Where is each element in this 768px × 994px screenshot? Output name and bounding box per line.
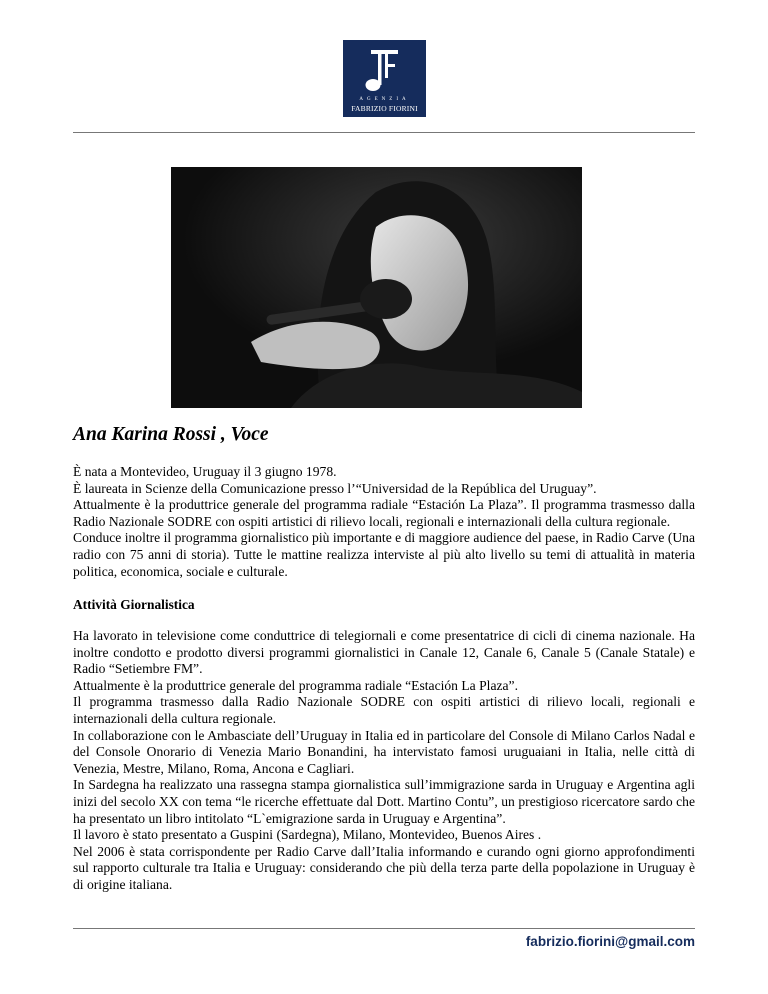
section-paragraph: Il programma trasmesso dalla Radio Nazionale SODRE con ospiti artistici di rilievo locali, regionali e internazionali della cultura regionale. [73,694,695,726]
section-paragraph: Il lavoro è stato presentato a Guspini (Sardegna), Milano, Montevideo, Buenos Aires . [73,827,542,843]
section-paragraph: Attualmente è la produttrice generale del programma radiale “Estación La Plaza”. [73,677,518,693]
section-paragraph: Nel 2006 è stata corrispondente per Radio Carve dall’Italia informando e curando ogni giorno approfondimenti sul rapporto culturale tra Italia e Uruguay: considerando che più della terza parte della popolazione in Uruguay è di origine italiana. [73,843,695,892]
contact-email: fabrizio.fiorini@gmail.com [525,934,695,949]
logo-agenzia-text: AGENZIA [359,97,410,102]
bio-line: Attualmente è la produttrice generale del programma radiale “Estación La Plaza”. Il programma trasmesso dalla Radio Nazionale SODRE con ospiti artistici di rilievo locali, regionali e internazionali della cultura regionale. [73,497,695,529]
logo-agency-name: FABRIZIO FIORINI [351,104,418,113]
profile-title: Ana Karina Rossi , Voce [73,424,269,445]
section-body [73,628,695,894]
agency-logo [343,40,426,117]
section-paragraph: In collaborazione con le Ambasciate dell’Uruguay in Italia ed in particolare del Console di Milano Carlos Nadal e del Console Onorario di Venezia Mario Bonandini, ha intervistato famosi uruguaiani in Italia, nelle città di Venezia, Mestre, Milano, Roma, Ancona e Cagliari. [73,727,695,776]
bio-line: Conduce inoltre il programma giornalistico più importante e di maggiore audience del paese, in Radio Carve (Una radio con 75 anni di storia). Tutte le mattine realizza interviste al più alto livello su temi di attualità in materia politica, economica, sociale e culturale. [73,530,695,579]
section-title: Attività Giornalistica [73,597,195,612]
section-paragraph: Ha lavorato in televisione come conduttrice di telegiornali e come presentatrice di cicli di cinema nazionale. Ha inoltre condotto e prodotto diversi programmi giornalistici in Canale 12, Canale 6, Canale 5 (Canale Statale) e Radio “Setiembre FM”. [73,628,695,677]
bio-line: È laureata in Scienze della Comunicazione presso l’“Universidad de la República del Uruguay”. [73,480,597,496]
bio-line: È nata a Montevideo, Uruguay il 3 giugno 1978. [73,464,337,479]
bio-block [73,464,695,580]
header-divider [73,132,695,133]
singer-photo [171,167,582,408]
footer-divider [73,928,695,929]
section-paragraph: In Sardegna ha realizzato una rassegna stampa giornalistica sull’immigrazione sarda in Uruguay e Argentina agli inizi del secolo XX con tema “le ricerche effettuate dal Dott. Martino Contu”, un prestigioso ricercatore sardo che ha presentato un libro intitolato “L`emigrazione sarda in Uruguay e Argentina”. [73,777,695,826]
